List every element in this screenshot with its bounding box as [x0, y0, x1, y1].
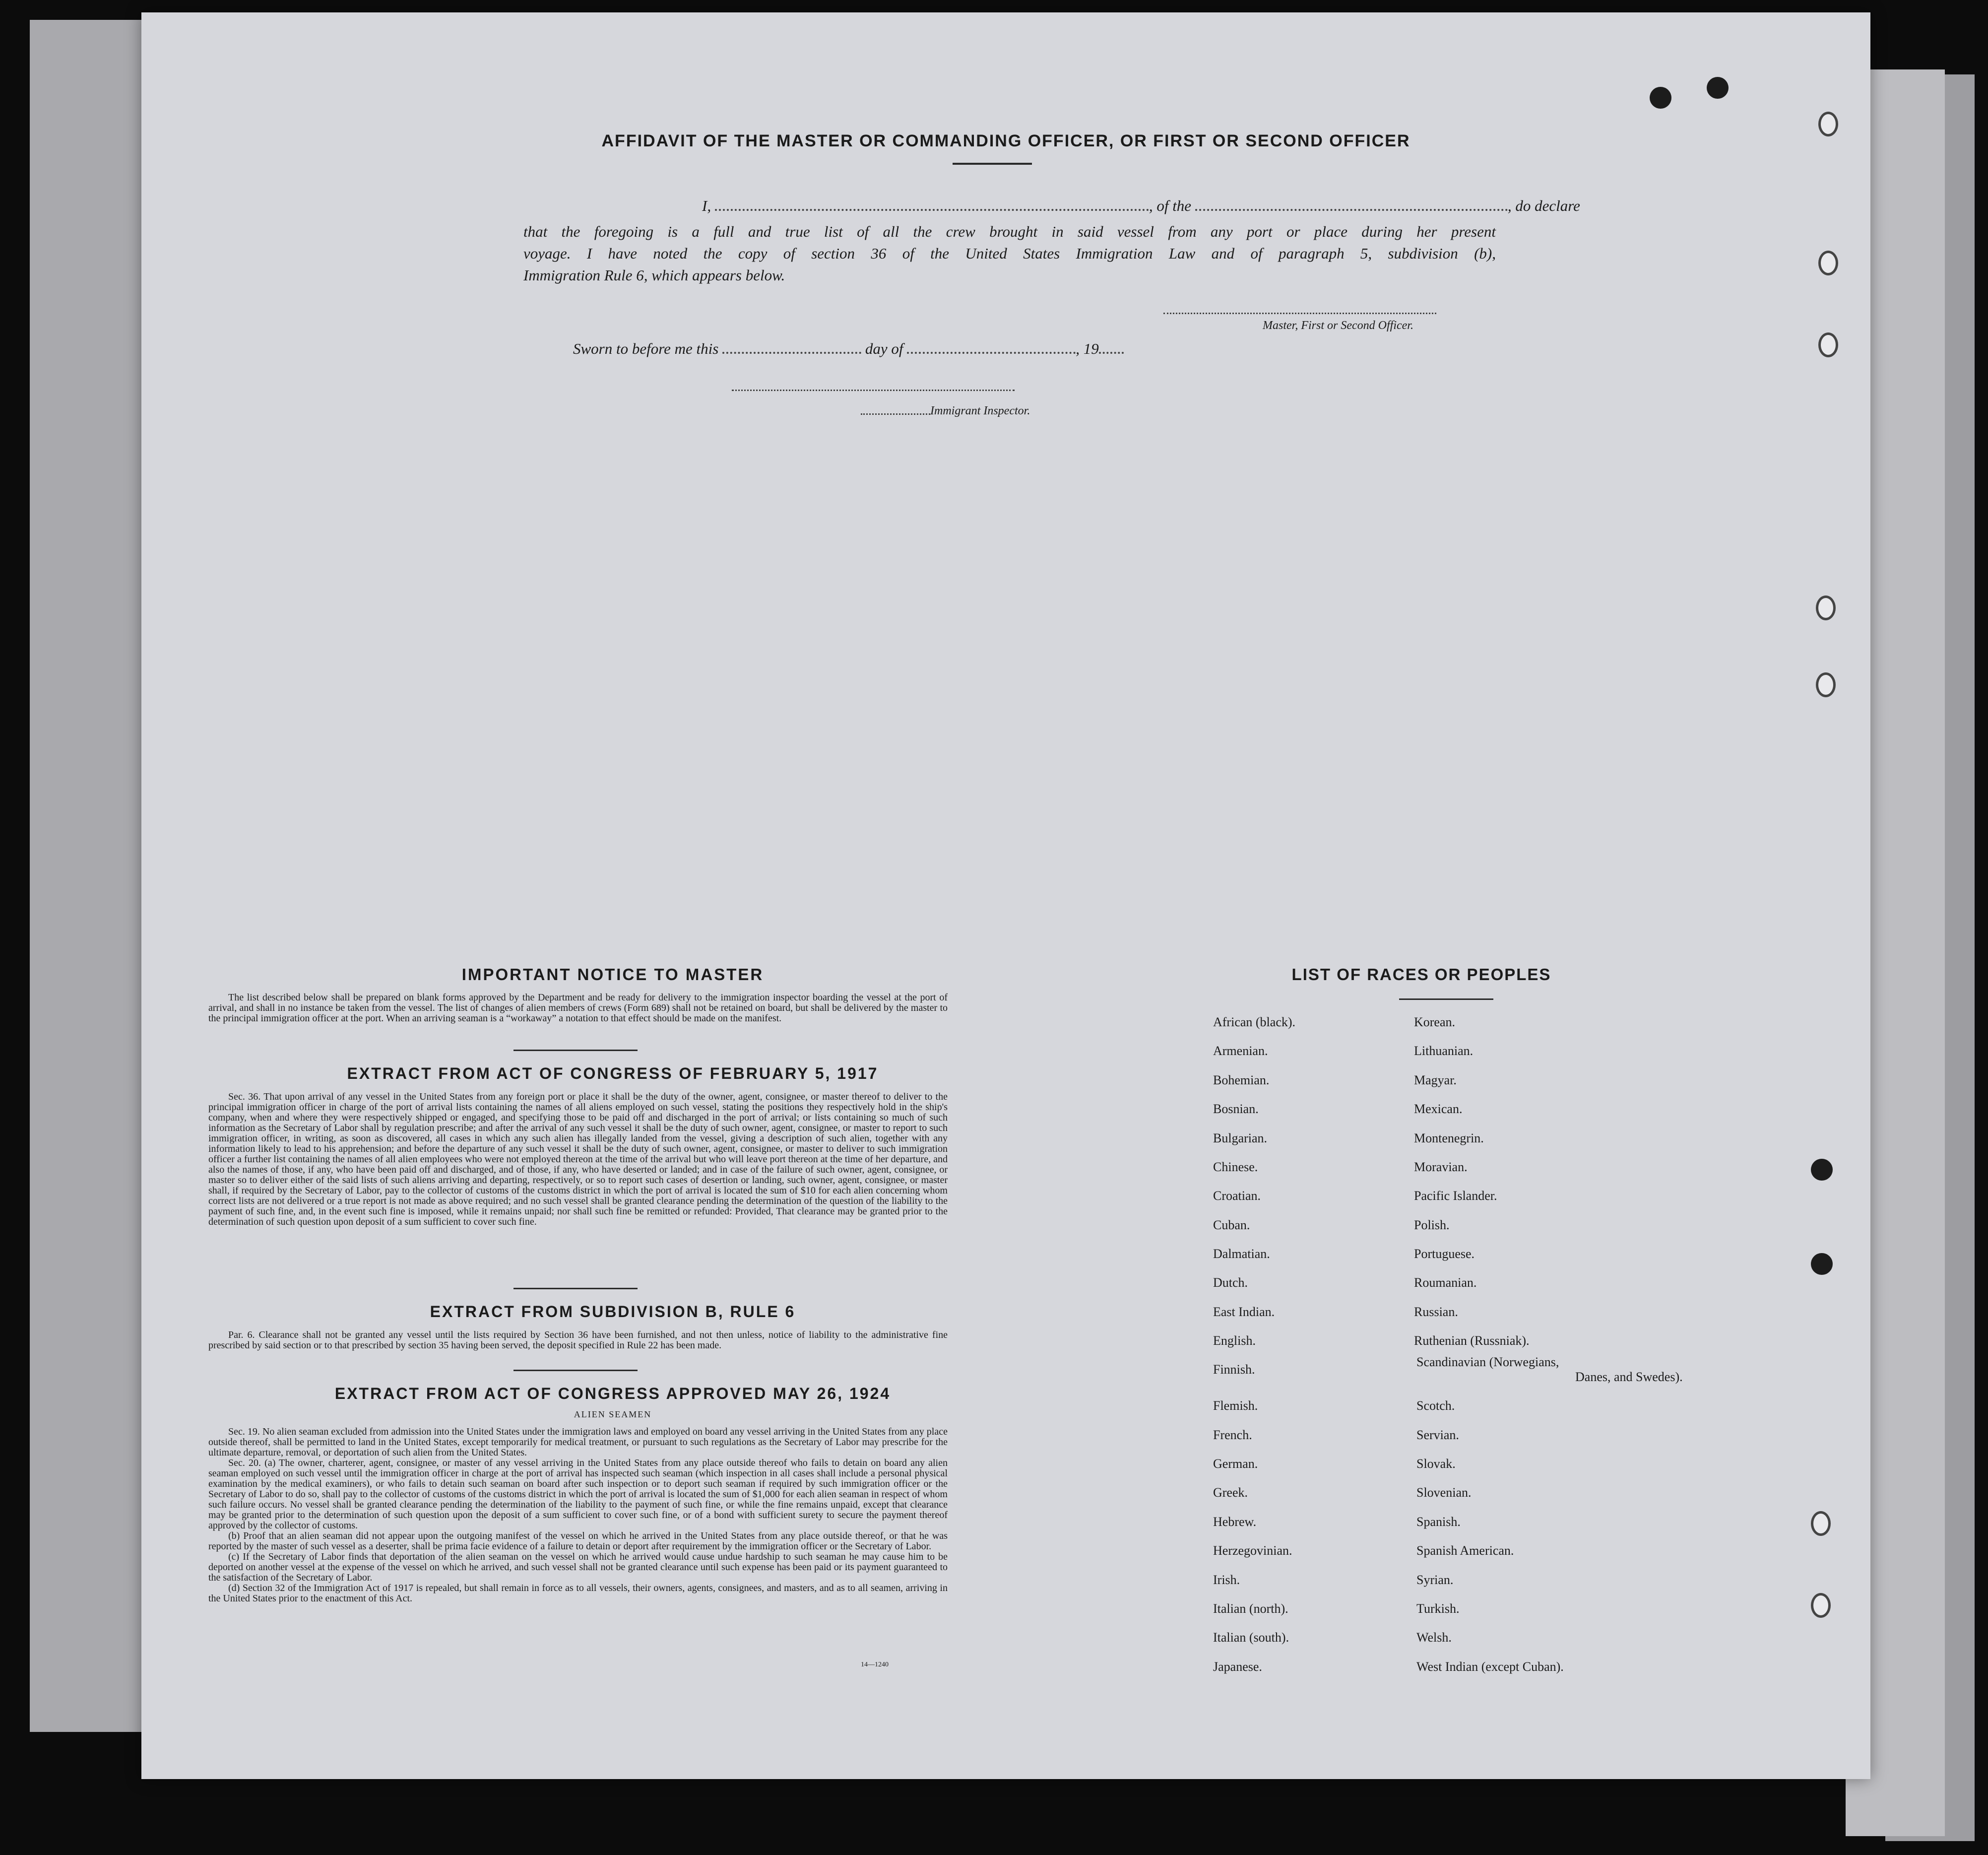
extract-1924-title: EXTRACT FROM ACT OF CONGRESS APPROVED MAY 26, 1924 [334, 1385, 891, 1402]
sworn-year-field[interactable] [1099, 352, 1124, 354]
alien-seamen-subtitle: ALIEN SEAMEN [574, 1409, 652, 1419]
sworn-line [573, 340, 1124, 358]
race-item: Ruthenian (Russniak). [1414, 1333, 1530, 1348]
declarant-name-field[interactable] [715, 209, 1149, 211]
race-item: Montenegrin. [1414, 1131, 1484, 1145]
day-of-label: day of [865, 340, 903, 357]
race-item: Slovak. [1416, 1457, 1456, 1471]
race-item: Slovenian. [1416, 1485, 1472, 1500]
race-item: Servian. [1416, 1428, 1459, 1442]
section-divider [513, 1370, 638, 1371]
section-20c-paragraph: (c) If the Secretary of Labor finds that deportation of the alien seaman on the vessel on which he arrived would cause undue hardship to such seaman he may cause him to be deported on another vessel at the expense of the vessel on which he arrived, and such vessel shall not be granted clearance until such expense has been paid or its payment guaranteed to the satisfaction of the Secretary of Labor. [208, 1551, 948, 1583]
declaration-line-3: Immigration Rule 6, which appears below. [523, 266, 785, 284]
race-item: Syrian. [1416, 1573, 1454, 1587]
sworn-label: Sworn to before me this [573, 340, 719, 357]
section-20a-paragraph: Sec. 20. (a) The owner, charterer, agent, consignee, or master of any vessel arriving in the United States from any place outside thereof who fails to detain on board any alien seaman employed on such vessel until the immigration officer in charge at the port of arrival has inspected such seaman (which inspection in all cases shall include a personal physical examination by the medical examiners), or who fails to detain such seaman on board after such inspection or to deport such seaman if required by such immigration officer or the Secretary of Labor to do so, shall pay to the collector of customs of the customs district in which the port of arrival is located the sum of $1,000 for each alien seaman in respect of whom such failure occurs. No vessel shall be granted clearance pending the determination of the liability to the payment of such fine, or while the fine remains unpaid, except that clearance may be granted prior to the determination of such question upon the deposit of a sum sufficient to cover such fine, or of a bond with sufficient surety to secure the payment thereof approved by the collector of customs. [208, 1458, 948, 1531]
race-item: Spanish American. [1416, 1543, 1514, 1558]
race-item: Bulgarian. [1213, 1131, 1268, 1145]
underlying-sheet-left [30, 20, 149, 1732]
race-item: Hebrew. [1213, 1515, 1257, 1529]
inspector-signature-line[interactable] [732, 390, 1015, 391]
race-item: Greek. [1213, 1485, 1248, 1500]
section-20b-paragraph: (b) Proof that an alien seaman did not appear upon the outgoing manifest of the vessel on which he arrived in the United States from any place outside thereof, or that he was reported by the master of such vessel as a deserter, shall be prima facie evidence of a failure to detain or deport after requirement by the immigration officer or the Secretary of Labor. [208, 1530, 948, 1552]
race-item: Lithuanian. [1414, 1044, 1474, 1058]
race-item: German. [1213, 1457, 1258, 1471]
section-36-paragraph: Sec. 36. That upon arrival of any vessel in the United States from any foreign port or place it shall be the duty of the owner, agent, consignee, or master thereof to deliver to the principal immigration officer in charge of the port of arrival lists containing the names of all aliens employed on such vessel, stating the positions they respectively hold in the ship's company, when and where they were respectively shipped or engaged, and specifying those to be paid off and discharged in the port of arrival; or lists containing so much of such information as the Secretary of Labor shall by regulation prescribe; and after the arrival of any such vessel it shall be the duty of such owner, agent, consignee, or master to report to such immigration officer, in writing, as soon as discovered, all cases in which any such alien has illegally landed from the vessel, giving a description of such alien, together with any information likely to lead to his apprehension; and before the departure of any such vessel it shall be the duty of such owner, agent, consignee, or master to deliver to such immigration officer a further list containing the names of all alien employees who were not employed thereon at the time of the arrival but who will leave port thereon at the time of her departure, and also the names of those, if any, who have been paid off and discharged, and of those, if any, who have deserted or landed; and in case of the failure of such owner, agent, consignee, or master so to deliver either of the said lists of such aliens arriving and departing, respectively, or so to report such cases of desertion or landing, such owner, agent, consignee, or master shall, if required by the Secretary of Labor, pay to the collector of customs of the customs district in which the port of arrival is located the sum of $10 for each alien concerning whom correct lists are not delivered or a true report is not made as above required; and no such vessel shall be granted clearance pending the determination of the question of the liability to the payment of such fine, and, in the event such fine is imposed, while it remains unpaid; nor shall such fine be remitted or refunded: Provided, That clearance may be granted prior to the determination of such question upon deposit of a sum sufficient to cover such fine. [208, 1091, 948, 1227]
race-item: Italian (north). [1213, 1601, 1288, 1616]
punch-hole [1650, 87, 1671, 109]
section-divider [513, 1288, 638, 1289]
race-item: Polish. [1414, 1218, 1450, 1232]
race-item: Magyar. [1414, 1073, 1457, 1087]
race-item: Cuban. [1213, 1218, 1250, 1232]
race-item: Spanish. [1416, 1515, 1461, 1529]
race-item: Dalmatian. [1213, 1247, 1270, 1261]
manifest-page [141, 12, 1870, 1779]
race-item: Irish. [1213, 1573, 1240, 1587]
punch-hole [1816, 672, 1836, 697]
punch-hole [1811, 1511, 1831, 1536]
punch-hole [1707, 77, 1729, 99]
race-item: African (black). [1213, 1015, 1296, 1029]
sworn-day-field[interactable] [722, 352, 861, 354]
declaration-line [702, 197, 1635, 215]
inspector-signature-dots [861, 413, 930, 415]
year-label: , 19 [1076, 340, 1099, 357]
punch-hole [1811, 1253, 1833, 1275]
title-underline [953, 163, 1032, 165]
section-divider [513, 1050, 638, 1051]
declarant-label: I, [702, 197, 711, 214]
punch-hole [1818, 251, 1838, 275]
extract-1917-title: EXTRACT FROM ACT OF CONGRESS OF FEBRUARY 5, 1917 [347, 1064, 879, 1082]
inspector-caption: Immigrant Inspector. [930, 404, 1030, 417]
race-item: Welsh. [1416, 1630, 1452, 1645]
race-item: Dutch. [1213, 1275, 1248, 1290]
notice-text [208, 993, 948, 1024]
punch-hole [1816, 596, 1836, 620]
race-item: Chinese. [1213, 1160, 1258, 1174]
races-title: LIST OF RACES OR PEOPLES [1291, 965, 1551, 984]
master-signature-line[interactable] [1163, 313, 1436, 314]
race-item: Armenian. [1213, 1044, 1268, 1058]
race-item: East Indian. [1213, 1305, 1275, 1319]
punch-hole [1818, 332, 1838, 357]
do-declare-label: , do declare [1507, 197, 1580, 214]
affidavit-title: AFFIDAVIT OF THE MASTER OR COMMANDING OFFICER, OR FIRST OR SECOND OFFICER [601, 132, 1411, 150]
paragraph-6: Par. 6. Clearance shall not be granted any vessel until the lists required by Section 36 have been furnished, and not then unless, notice of liability to the administrative fine prescribed by said section or to that prescribed by section 35 having been served, the deposit specified in Rule 22 has been made. [208, 1329, 948, 1351]
race-item: Scandinavian (Norwegians, [1416, 1355, 1559, 1369]
form-number: 14—1240 [861, 1661, 889, 1668]
punch-hole [1811, 1593, 1831, 1618]
vessel-name-field[interactable] [1195, 209, 1508, 211]
subdivision-title: EXTRACT FROM SUBDIVISION B, RULE 6 [430, 1303, 796, 1321]
race-item: Mexican. [1414, 1102, 1463, 1116]
race-item: English. [1213, 1333, 1256, 1348]
of-the-label: , of the [1149, 197, 1192, 214]
race-item: Italian (south). [1213, 1630, 1289, 1645]
race-item: French. [1213, 1428, 1252, 1442]
race-scandinavian-continued: Danes, and Swedes). [1575, 1370, 1683, 1384]
race-item: Pacific Islander. [1414, 1189, 1497, 1203]
race-item: Finnish. [1213, 1362, 1255, 1377]
race-item: Japanese. [1213, 1659, 1262, 1674]
declaration-line-1: that the foregoing is a full and true list of all the crew brought in said vessel from any port or place during her present [523, 223, 1496, 240]
race-item: Bosnian. [1213, 1102, 1259, 1116]
race-item: Korean. [1414, 1015, 1456, 1029]
race-item: Herzegovinian. [1213, 1543, 1292, 1558]
race-item: Bohemian. [1213, 1073, 1270, 1087]
race-item: Russian. [1414, 1305, 1458, 1319]
race-item: Portuguese. [1414, 1247, 1475, 1261]
declaration-line-2: voyage. I have noted the copy of section 36 of the United States Immigration Law and of paragraph 5, subdivision (b), [523, 245, 1496, 262]
race-item: Roumanian. [1414, 1275, 1477, 1290]
race-item: Moravian. [1414, 1160, 1468, 1174]
notice-title: IMPORTANT NOTICE TO MASTER [461, 965, 764, 984]
sworn-month-field[interactable] [907, 352, 1076, 354]
section-20d-paragraph: (d) Section 32 of the Immigration Act of 1917 is repealed, but shall remain in force as to all vessels, their owners, agents, consignees, and masters, and as to all seamen, arriving in the United States prior to the enactment of this Act. [208, 1583, 948, 1604]
race-item: Scotch. [1416, 1398, 1455, 1413]
race-item: Flemish. [1213, 1398, 1258, 1413]
master-signature-caption: Master, First or Second Officer. [1263, 319, 1413, 332]
subdivision-text [208, 1330, 948, 1351]
race-item: West Indian (except Cuban). [1416, 1659, 1564, 1674]
extract-1917-text [208, 1092, 948, 1227]
punch-hole [1811, 1159, 1833, 1181]
section-19-paragraph: Sec. 19. No alien seaman excluded from admission into the United States under the immigration laws and employed on board any vessel arriving in the United States from any place outside thereof, shall be permitted to land in the United States, except temporarily for medical treatment, or pursuant to such regulations as the Secretary of Labor may prescribe for the ultimate departure, removal, or deportation of such alien from the United States. [208, 1426, 948, 1458]
declaration-body [523, 221, 1496, 286]
races-title-underline [1399, 998, 1493, 1000]
race-item: Turkish. [1416, 1601, 1460, 1616]
notice-paragraph: The list described below shall be prepared on blank forms approved by the Department and be ready for delivery to the immigration inspector boarding the vessel at the port of arrival, and shall in no instance be taken from the vessel. The list of changes of alien members of crews (Form 689) shall not be retained on board, but shall be delivered by the master to the principal immigration officer at the port. When an arriving seaman is a “workaway” a notation to that effect should be made on the manifest. [208, 992, 948, 1024]
race-item: Croatian. [1213, 1189, 1261, 1203]
extract-1924-text [208, 1427, 948, 1604]
